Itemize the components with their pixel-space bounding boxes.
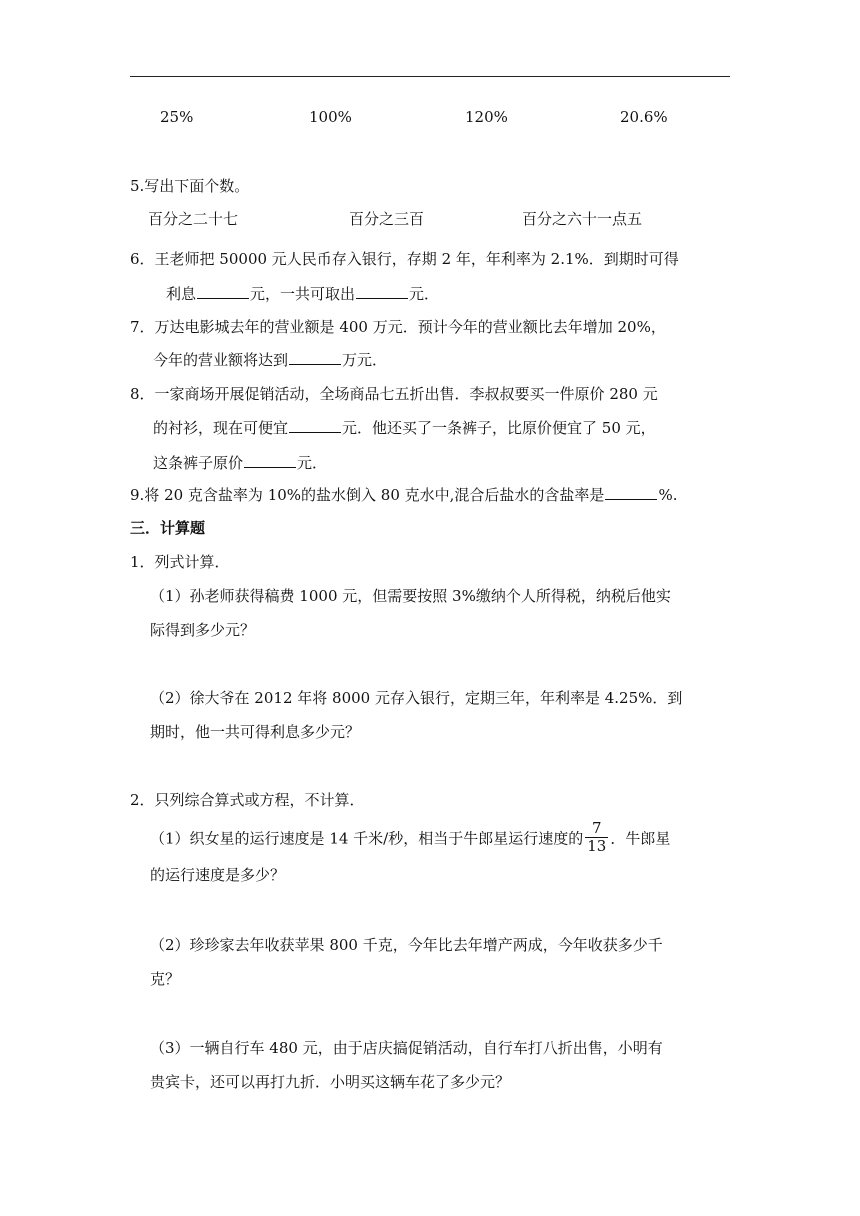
answer-blank[interactable] — [244, 453, 296, 468]
q8-text: 元． — [297, 454, 328, 472]
q7-text: 万元． — [342, 351, 388, 369]
calc-1-title: 1．列式计算． — [130, 553, 230, 571]
calc-1-1-line2: 际得到多少元？ — [150, 621, 256, 639]
q5-item: 百分之六十一点五 — [522, 210, 643, 228]
top-rule — [130, 76, 730, 77]
option-value: 25% — [160, 108, 194, 126]
c2-text: ．牛郎星 — [610, 829, 671, 848]
answer-blank[interactable] — [289, 418, 341, 433]
option-value: 100% — [309, 108, 352, 126]
q6-text: 元，一共可取出 — [250, 285, 356, 303]
question-8-line3 — [153, 452, 327, 473]
question-6-line2 — [166, 283, 439, 304]
question-7-line1: 7．万达电影城去年的营业额是 400 万元．预计今年的营业额比去年增加 20%， — [130, 318, 666, 336]
question-9 — [130, 484, 677, 505]
calc-2-2-line1: （2）珍珍家去年收获苹果 800 千克，今年比去年增产两成，今年收获多少千 — [150, 936, 663, 954]
q8-text: 的衬衫，现在可便宜 — [153, 419, 289, 437]
question-8-line1: 8．一家商场开展促销活动，全场商品七五折出售．李叔叔要买一件原价 280 元 — [130, 385, 658, 403]
fraction-numerator: 7 — [592, 819, 602, 837]
q6-text: 元． — [409, 285, 440, 303]
fraction — [585, 820, 608, 855]
calc-2-title: 2．只列综合算式或方程，不计算． — [130, 791, 365, 809]
option-value: 20.6% — [620, 108, 668, 126]
q8-text: 元．他还买了一条裤子，比原价便宜了 50 元， — [342, 419, 656, 437]
calc-2-3-line1: （3）一辆自行车 480 元，由于店庆搞促销活动，自行车打八折出售，小明有 — [150, 1039, 663, 1057]
question-8-line2 — [153, 417, 656, 438]
fraction-denominator: 13 — [587, 837, 607, 855]
answer-blank[interactable] — [289, 350, 341, 365]
question-6-line1: 6．王老师把 50000 元人民币存入银行，存期 2 年，年利率为 2.1%．到期时可得 — [130, 250, 679, 268]
calc-2-1-line2: 的运行速度是多少？ — [150, 866, 286, 884]
q9-text: %. — [658, 486, 678, 504]
q6-text: 利息 — [166, 285, 197, 303]
answer-blank[interactable] — [197, 284, 249, 299]
answer-blank[interactable] — [605, 485, 657, 500]
calc-2-3-line2: 贵宾卡，还可以再打九折．小明买这辆车花了多少元？ — [150, 1073, 511, 1091]
question-5-title: 5.写出下面个数。 — [130, 177, 250, 195]
q8-text: 这条裤子原价 — [153, 454, 244, 472]
calc-2-2-line2: 克？ — [150, 970, 181, 988]
calc-1-2-line2: 期时，他一共可得利息多少元？ — [150, 723, 361, 741]
answer-blank[interactable] — [356, 284, 408, 299]
q5-item: 百分之二十七 — [148, 210, 239, 228]
question-7-line2 — [153, 349, 387, 370]
calc-1-1-line1: （1）孙老师获得稿费 1000 元，但需要按照 3%缴纳个人所得税，纳税后他实 — [150, 587, 671, 605]
option-value: 120% — [465, 108, 508, 126]
q5-item: 百分之三百 — [349, 210, 425, 228]
calc-2-1-line1 — [150, 819, 671, 857]
section-heading: 三．计算题 — [130, 519, 206, 537]
q9-text: 9.将 20 克含盐率为 10%的盐水倒入 80 克水中,混合后盐水的含盐率是 — [130, 486, 605, 504]
c2-text: （1）织女星的运行速度是 14 千米/秒，相当于牛郎星运行速度的 — [150, 829, 584, 848]
calc-1-2-line1: （2）徐大爷在 2012 年将 8000 元存入银行，定期三年，年利率是 4.25%．到 — [150, 689, 683, 707]
q7-text: 今年的营业额将达到 — [153, 351, 289, 369]
